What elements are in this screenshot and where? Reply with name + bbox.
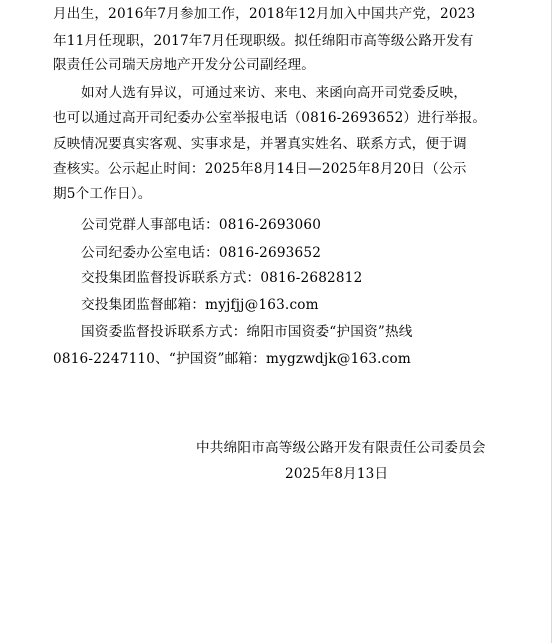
paragraph-line-4: 如对人选有异议，可通过来访、来电、来函向高开司党委反映，	[81, 85, 468, 101]
paragraph-line-6: 反映情况要真实客观、实事求是，并署真实姓名、联系方式，便于调	[53, 136, 467, 152]
paragraph-line-1: 月出生，2016年7月参加工作，2018年12月加入中国共产党，2023	[53, 6, 476, 22]
paragraph-line-8: 期5个工作日）。	[53, 186, 152, 202]
paragraph-line-2: 年11月任现职，2017年7月任现职级。拟任绵阳市高等级公路开发有	[53, 33, 474, 49]
contact-sasac-hotline-continuation: 0816-2247110、“护国资”邮箱：mygzwdjk@163.com	[53, 351, 411, 367]
contact-group-complaint-phone: 交投集团监督投诉联系方式：0816-2682812	[81, 270, 363, 286]
paragraph-line-5: 也可以通过高开司纪委办公室举报电话（0816-2693652）进行举报。	[53, 110, 487, 126]
contact-group-email: 交投集团监督邮箱：myjfjj@163.com	[81, 297, 319, 313]
signature-date: 2025年8月13日	[285, 466, 389, 482]
paragraph-line-3: 限责任公司瑞天房地产开发分公司副经理。	[53, 57, 316, 73]
signature-organization: 中共绵阳市高等级公路开发有限责任公司委员会	[196, 440, 486, 456]
contact-discipline-office-phone: 公司纪委办公室电话：0816-2693652	[81, 245, 322, 261]
contact-sasac-hotline: 国资委监督投诉联系方式：绵阳市国资委“护国资”热线	[81, 324, 413, 340]
contact-party-hr-phone: 公司党群人事部电话：0816-2693060	[81, 217, 322, 233]
paragraph-line-7: 查核实。公示起止时间：2025年8月14日—2025年8月20日（公示	[53, 161, 467, 177]
page-edge-divider	[551, 0, 552, 643]
